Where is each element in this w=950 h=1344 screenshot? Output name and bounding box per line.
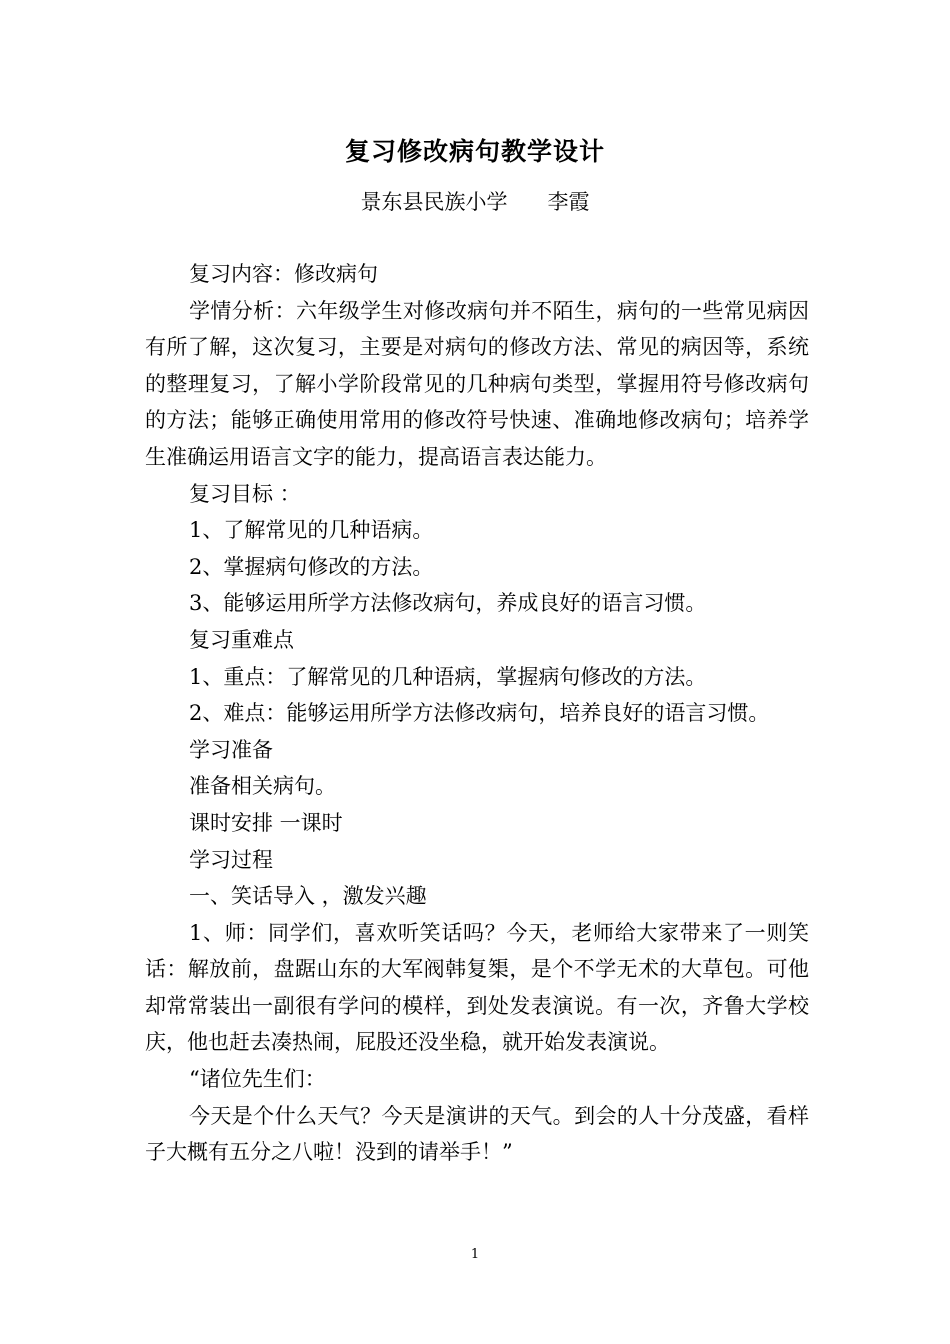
paragraph-review-goals-heading: 复习目标 ： — [189, 481, 301, 506]
paragraph-goal-2: 2、掌握病句修改的方法。 — [189, 554, 434, 579]
page-number: 1 — [470, 1247, 480, 1262]
paragraph-speech-greeting: “诸位先生们： — [189, 1067, 326, 1092]
paragraph-key-points-heading: 复习重难点 — [189, 627, 294, 652]
paragraph-difficult-point: 2、难点：能够运用所学方法修改病句，培养良好的语言习惯。 — [189, 701, 770, 726]
author-line: 景东县民族小学 李霞 — [360, 190, 590, 214]
paragraph-joke-intro: 1、师：同学们，喜欢听笑话吗？今天，老师给大家带来了一则笑话：解放前，盘踞山东的大军阀韩复榘，是个不学无术的大草包。可他却常常装出一副很有学问的模样，到处发表演说。有一次，齐鲁大学校庆，他也赶去凑热闹，屁股还没坐稳，就开始发表演说。 — [145, 920, 809, 1055]
paragraph-speech-body: 今天是个什么天气？今天是演讲的天气。到会的人十分茂盛，看样子大概有五分之八啦！没到的请举手！” — [145, 1103, 809, 1165]
paragraph-schedule: 课时安排 一课时 — [189, 810, 343, 835]
paragraph-goal-1: 1、了解常见的几种语病。 — [189, 518, 434, 543]
paragraph-preparation-heading: 学习准备 — [189, 737, 273, 762]
document-body — [145, 256, 809, 1171]
paragraph-section-1-heading: 一、笑话导入 ，激发兴趣 — [189, 884, 427, 909]
paragraph-process-heading: 学习过程 — [189, 847, 273, 872]
paragraph-review-content: 复习内容：修改病句 — [189, 262, 378, 286]
paragraph-goal-3: 3、能够运用所学方法修改病句，养成良好的语言习惯。 — [189, 591, 707, 616]
document-title: 复习修改病句教学设计 — [344, 137, 605, 166]
paragraph-preparation: 准备相关病句。 — [189, 774, 336, 799]
paragraph-learning-analysis: 学情分析：六年级学生对修改病句并不陌生，病句的一些常见病因有所了解，这次复习，主要是对病句的修改方法、常见的病因等，系统的整理复习，了解小学阶段常见的几种病句类型，掌握用符号修改病句的方法；能够正确使用常用的修改符号快速、准确地修改病句；培养学生准确运用语言文字的能力，提高语言表达能力。 — [145, 298, 809, 469]
paragraph-key-point: 1、重点：了解常见的几种语病，掌握病句修改的方法。 — [189, 664, 707, 689]
